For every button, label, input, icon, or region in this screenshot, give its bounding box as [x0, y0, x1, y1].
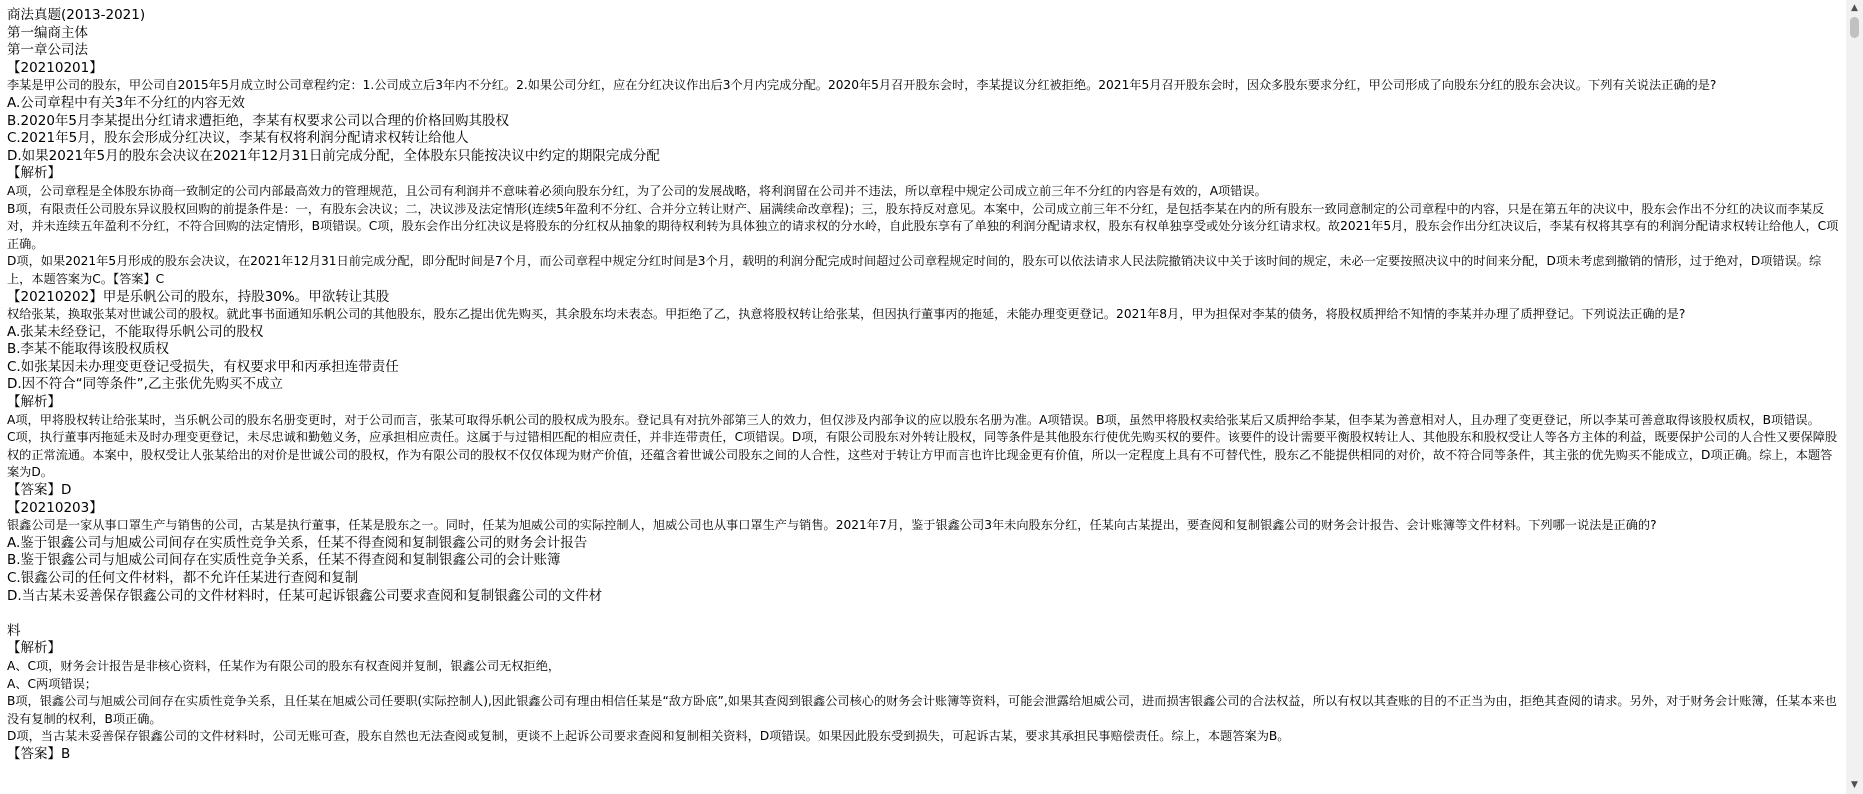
- document-line: 【答案】B: [7, 745, 71, 762]
- document-line: 李某是甲公司的股东，甲公司自2015年5月成立时公司章程约定：1.公司成立后3年内不分红。2.如果公司分红，应在分红决议作出后3个月内完成分配。2020年5月召开股东会时，李某提议分红被拒绝。2021年5月召开股东会时，因众多股东要求分红，甲公司形成了向股东分红的股东会决议。下列有关说法正确的是?: [7, 78, 1717, 93]
- document-line: 料: [7, 622, 21, 639]
- document-line: 第一编商主体: [7, 24, 88, 41]
- document-line: C.2021年5月，股东会形成分红决议，李某有权将利润分配请求权转让给他人: [7, 130, 469, 147]
- document-line: D.如果2021年5月的股东会决议在2021年12月31日前完成分配，全体股东只能按决议中约定的期限完成分配: [7, 147, 660, 164]
- document-line: A、C项，财务会计报告是非核心资料，任某作为有限公司的股东有权查阅并复制，银鑫公司无权拒绝，: [7, 658, 561, 673]
- document-line: D.因不符合“同等条件”,乙主张优先购买不成立: [7, 376, 283, 393]
- document-line: B项，有限责任公司股东异议股权回购的前提条件是：一，有股东会决议；二，决议涉及法定情形(连续5年盈利不分红、合并分立转让财产、届满续命改章程)；三，股东持反对意见。本案中，公司成立前三年不分红，是包括李某在内的所有股东一致同意制定的公司章程中的内容，只是在第五年的决议中，股东会作出不分红的决议而李某反对，并未连续五年盈利不分红，不符合回购的法定情形，B项错误。C项，股东会作出分红决议是将股东的分红权从抽象的期待权利转为具体独立的请求权的分水岭，自此股东享有了单独的利润分配请求权，股东有权单独享受或处分该分红请求权。故2021年5月，股东会作出分红决议后，李某有权将其享有的利润分配请求权转让给他人，C项正确。: [7, 201, 1839, 251]
- document-line: B.李某不能取得该股权质权: [7, 341, 170, 358]
- document-line: 权给张某，换取张某对世诚公司的股权。就此事书面通知乐帆公司的其他股东，股东乙提出优先购买，其余股东均未表态。甲拒绝了乙，执意将股权转让给张某，但因执行董事丙的拖延，未能办理变更登记。2021年8月，甲为担保对李某的债务，将股权质押给不知情的李某并办理了质押登记。下列说法正确的是?: [7, 307, 1686, 322]
- document-line: B项，银鑫公司与旭威公司间存在实质性竞争关系，且任某在旭威公司任要职(实际控制人),因此银鑫公司有理由相信任某是“敌方卧底”,如果其查阅到银鑫公司核心的财务会计账簿等资料，可能会泄露给旭威公司，进而损害银鑫公司的合法权益，所以有权以其查账的目的不正当为由，拒绝其查阅的请求。另外，对于财务会计账簿，任某本来也没有复制的权利，B项正确。: [7, 694, 1837, 726]
- document-line: 【答案】D: [7, 482, 72, 499]
- document-line: 银鑫公司是一家从事口罩生产与销售的公司，古某是执行董事，任某是股东之一。同时，任某为旭威公司的实际控制人，旭威公司也从事口罩生产与销售。2021年7月，鉴于银鑫公司3年未向股东分红，任某向古某提出，要查阅和复制银鑫公司的财务会计报告、会计账簿等文件材料。下列哪一说法是正确的?: [7, 518, 1657, 533]
- document-body: [7, 7, 1843, 764]
- document-line: A.张某未经登记，不能取得乐帆公司的股权: [7, 323, 264, 340]
- document-line: A项，甲将股权转让给张某时，当乐帆公司的股东名册变更时，对于公司而言，张某可取得乐帆公司的股权成为股东。登记具有对抗外部第三人的效力，但仅涉及内部争议的应以股东名册为准。A项错误。B项，虽然甲将股权卖给张某后又质押给李某，但李某为善意相对人，且办理了变更登记，所以李某可善意取得该股权质权，B项错误。: [7, 412, 1820, 427]
- document-line: 【解析】: [7, 165, 61, 182]
- document-line: B.2020年5月李某提出分红请求遭拒绝，李某有权要求公司以合理的价格回购其股权: [7, 112, 509, 129]
- document-line: D项，当古某未妥善保存银鑫公司的文件材料时，公司无账可查，股东自然也无法查阅或复制，更谈不上起诉公司要求查阅和复制相关资料，D项错误。如果因此股东受到损失，可起诉古某，要求其承担民事赔偿责任。综上，本题答案为B。: [7, 729, 1290, 744]
- document-line: 第一章公司法: [7, 42, 88, 59]
- document-line: 【解析】: [7, 640, 61, 657]
- vertical-scrollbar[interactable]: [1846, 0, 1863, 794]
- document-line: C项，执行董事丙拖延未及时办理变更登记，未尽忠诚和勤勉义务，应承担相应责任。这属于与过错相匹配的相应责任，并非连带责任，C项错误。D项，有限公司股东对外转让股权，同等条件是其他股东行使优先购买权的要件。该要件的设计需要平衡股权转让人、其他股东和股权受让人等各方主体的利益，既要保护公司的人合性又要保障股权的正常流通。本案中，股权受让人张某给出的对价是世诚公司的股权，作为有限公司的股权不仅仅体现为财产价值，还蕴含着世诚公司股东之间的人合性，这些对于转让方甲而言也许比现金更有价值，所以一定程度上具有不可替代性，股东乙不能提供相同的对价，故不符合同等条件，其主张的优先购买不能成立，D项正确。综上，本题答案为D。: [7, 430, 1838, 480]
- scrollbar-thumb[interactable]: [1850, 17, 1859, 38]
- document-line: A.公司章程中有关3年不分红的内容无效: [7, 94, 245, 111]
- document-line: A.鉴于银鑫公司与旭威公司间存在实质性竞争关系，任某不得查阅和复制银鑫公司的财务会计报告: [7, 534, 588, 551]
- document-line: B.鉴于银鑫公司与旭威公司间存在实质性竞争关系，任某不得查阅和复制银鑫公司的会计账簿: [7, 552, 561, 569]
- scroll-down-arrow-icon[interactable]: ▼: [1851, 780, 1858, 790]
- document-line: 【20210203】: [7, 499, 103, 516]
- scroll-up-arrow-icon[interactable]: ▲: [1851, 3, 1858, 13]
- document-line: A、C两项错误；: [7, 676, 97, 691]
- document-line: D.当古某未妥善保存银鑫公司的文件材料时，任某可起诉银鑫公司要求查阅和复制银鑫公司的文件材: [7, 587, 603, 604]
- document-line: 商法真题(2013-2021): [7, 7, 146, 23]
- document-line: C.如张某因未办理变更登记受损失，有权要求甲和丙承担连带责任: [7, 358, 399, 375]
- document-line: 【20210202】甲是乐帆公司的股东，持股30%。甲欲转让其股: [7, 288, 390, 305]
- document-line: 【20210201】: [7, 59, 103, 76]
- document-line: C.银鑫公司的任何文件材料，都不允许任某进行查阅和复制: [7, 570, 359, 586]
- document-line: A项，公司章程是全体股东协商一致制定的公司内部最高效力的管理规范，且公司有利润并不意味着必须向股东分红，为了公司的发展战略，将利润留在公司并不违法，所以章程中规定公司成立前三年不分红的内容是有效的，A项错误。: [7, 183, 1267, 198]
- document-line: [7, 605, 1843, 623]
- document-line: D项，如果2021年5月形成的股东会决议，在2021年12月31日前完成分配，即分配时间是7个月，而公司章程中规定分红时间是3个月，载明的利润分配完成时间超过公司章程规定时间的，股东可以依法请求人民法院撤销决议中关于该时间的规定，未必一定要按照决议中的时间来分配，D项未考虑到撤销的情形，过于绝对，D项错误。综上，本题答案为C。【答案】C: [7, 254, 1822, 286]
- document-line: 【解析】: [7, 394, 61, 411]
